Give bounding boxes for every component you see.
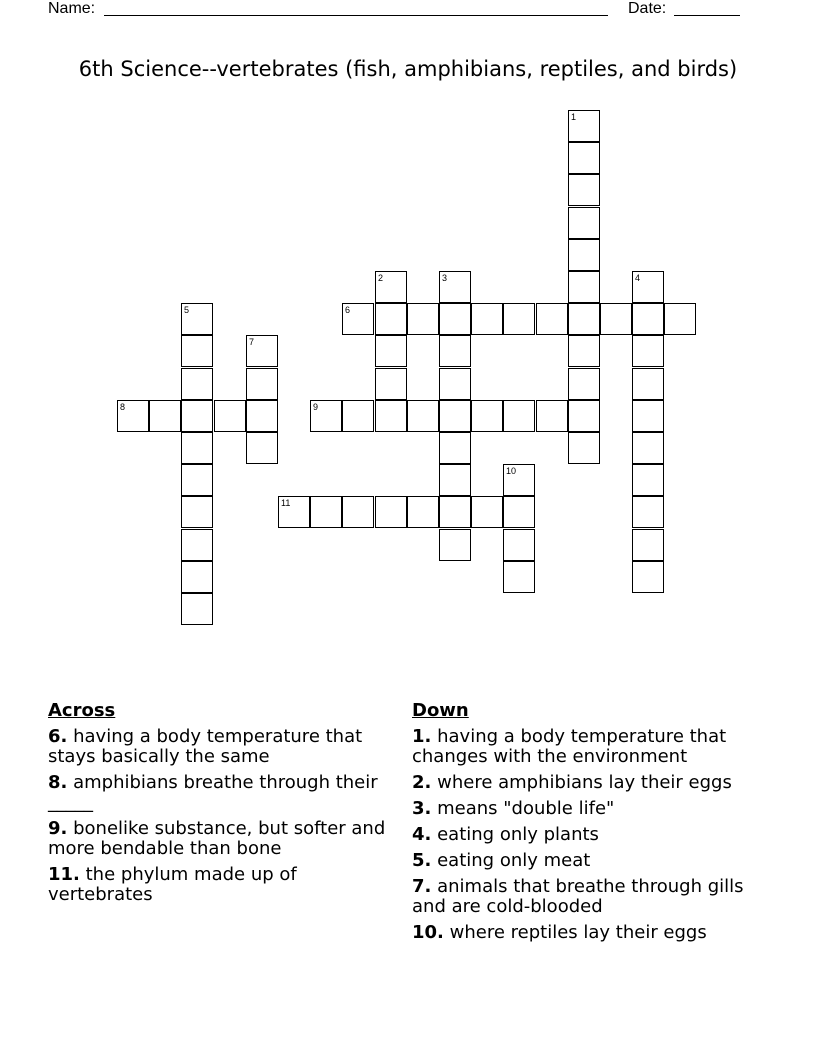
grid-cell[interactable] — [632, 303, 664, 335]
grid-cell[interactable] — [342, 400, 374, 432]
grid-cell[interactable] — [407, 303, 439, 335]
grid-cell[interactable] — [181, 368, 213, 400]
grid-cell[interactable] — [439, 432, 471, 464]
clue-number: 9. — [48, 818, 68, 839]
grid-cell[interactable] — [375, 271, 407, 303]
grid-cell[interactable] — [439, 335, 471, 367]
cell-number: 11 — [281, 498, 291, 508]
grid-cell[interactable] — [375, 335, 407, 367]
down-clue-3 — [412, 799, 752, 819]
cell-number: 4 — [635, 273, 641, 283]
clue-number: 7. — [412, 876, 432, 897]
clue-number: 5. — [412, 850, 432, 871]
clue-number: 4. — [412, 824, 432, 845]
clue-number: 3. — [412, 798, 432, 819]
grid-cell[interactable] — [375, 400, 407, 432]
grid-cell[interactable] — [439, 368, 471, 400]
grid-cell[interactable] — [439, 496, 471, 528]
across-clue-6 — [48, 727, 388, 767]
grid-cell[interactable] — [310, 400, 342, 432]
clue-text: animals that breathe through gills and are cold-blooded — [412, 876, 744, 917]
grid-cell[interactable] — [503, 464, 535, 496]
clue-text: where amphibians lay their eggs — [437, 772, 732, 793]
grid-cell[interactable] — [503, 496, 535, 528]
grid-cell[interactable] — [632, 335, 664, 367]
cell-number: 10 — [506, 466, 517, 476]
grid-cell[interactable] — [632, 400, 664, 432]
clue-text: amphibians breathe through their _____ — [48, 772, 378, 813]
cell-number: 6 — [345, 305, 351, 315]
across-clue-9 — [48, 819, 388, 859]
grid-cell[interactable] — [568, 400, 600, 432]
clue-number: 10. — [412, 922, 444, 943]
cell-number: 3 — [442, 273, 448, 283]
grid-cell[interactable] — [407, 400, 439, 432]
down-heading: Down — [412, 700, 469, 721]
grid-cell[interactable] — [439, 529, 471, 561]
page-title: 6th Science--vertebrates (fish, amphibians, reptiles, and birds) — [78, 57, 738, 81]
grid-cell[interactable] — [181, 432, 213, 464]
grid-cell[interactable] — [471, 400, 503, 432]
grid-cell[interactable] — [536, 400, 568, 432]
grid-cell[interactable] — [181, 400, 213, 432]
grid-cell[interactable] — [342, 496, 374, 528]
grid-cell[interactable] — [568, 368, 600, 400]
grid-cell[interactable] — [632, 496, 664, 528]
clue-text: having a body temperature that changes with the environment — [412, 726, 727, 767]
grid-cell[interactable] — [214, 400, 246, 432]
grid-cell[interactable] — [568, 207, 600, 239]
grid-cell[interactable] — [439, 303, 471, 335]
grid-cell[interactable] — [503, 561, 535, 593]
cell-number: 1 — [571, 112, 577, 122]
grid-cell[interactable] — [568, 142, 600, 174]
grid-cell[interactable] — [568, 110, 600, 142]
grid-cell[interactable] — [181, 561, 213, 593]
grid-cell[interactable] — [181, 496, 213, 528]
grid-cell[interactable] — [149, 400, 181, 432]
across-clues — [48, 701, 388, 911]
grid-cell[interactable] — [503, 303, 535, 335]
grid-cell[interactable] — [471, 303, 503, 335]
grid-cell[interactable] — [632, 529, 664, 561]
grid-cell[interactable] — [632, 368, 664, 400]
down-clue-2 — [412, 773, 752, 793]
grid-cell[interactable] — [375, 303, 407, 335]
grid-cell[interactable] — [568, 432, 600, 464]
clue-text: the phylum made up of vertebrates — [48, 864, 297, 905]
grid-cell[interactable] — [568, 303, 600, 335]
across-clue-11 — [48, 865, 388, 905]
clue-number: 8. — [48, 772, 68, 793]
grid-cell[interactable] — [439, 400, 471, 432]
grid-cell[interactable] — [568, 174, 600, 206]
across-clue-8 — [48, 773, 388, 813]
cell-number: 5 — [184, 305, 190, 315]
grid-cell[interactable] — [246, 432, 278, 464]
cell-number: 9 — [313, 402, 319, 412]
grid-cell[interactable] — [407, 496, 439, 528]
grid-cell[interactable] — [632, 464, 664, 496]
grid-cell[interactable] — [632, 561, 664, 593]
grid-cell[interactable] — [503, 529, 535, 561]
grid-cell[interactable] — [600, 303, 632, 335]
cell-number: 2 — [378, 273, 384, 283]
clue-text: bonelike substance, but softer and more bendable than bone — [48, 818, 386, 859]
grid-cell[interactable] — [181, 593, 213, 625]
grid-cell[interactable] — [246, 400, 278, 432]
grid-cell[interactable] — [536, 303, 568, 335]
cell-number: 7 — [249, 337, 255, 347]
grid-cell[interactable] — [439, 271, 471, 303]
grid-cell[interactable] — [503, 400, 535, 432]
grid-cell[interactable] — [181, 529, 213, 561]
clue-text: eating only meat — [437, 850, 591, 871]
down-clue-4 — [412, 825, 752, 845]
grid-cell[interactable] — [375, 496, 407, 528]
down-clue-7 — [412, 877, 752, 917]
clue-text: means "double life" — [437, 798, 615, 819]
grid-cell[interactable] — [439, 464, 471, 496]
grid-cell[interactable] — [632, 432, 664, 464]
grid-cell[interactable] — [181, 464, 213, 496]
grid-cell[interactable] — [117, 400, 149, 432]
grid-cell[interactable] — [568, 239, 600, 271]
name-label: Name: — [48, 0, 96, 17]
down-clue-10 — [412, 923, 752, 943]
clue-number: 2. — [412, 772, 432, 793]
grid-cell[interactable] — [181, 335, 213, 367]
grid-cell[interactable] — [181, 303, 213, 335]
grid-cell[interactable] — [568, 335, 600, 367]
grid-cell[interactable] — [471, 496, 503, 528]
clue-text: having a body temperature that stays basically the same — [48, 726, 363, 767]
clue-text: eating only plants — [437, 824, 599, 845]
grid-cell[interactable] — [246, 368, 278, 400]
grid-cell[interactable] — [664, 303, 696, 335]
grid-cell[interactable] — [632, 271, 664, 303]
clue-text: where reptiles lay their eggs — [449, 922, 707, 943]
down-clue-5 — [412, 851, 752, 871]
down-clues — [412, 701, 752, 949]
across-heading: Across — [48, 700, 116, 721]
clue-number: 1. — [412, 726, 432, 747]
clue-number: 6. — [48, 726, 68, 747]
grid-cell[interactable] — [375, 368, 407, 400]
grid-cell[interactable] — [568, 271, 600, 303]
grid-cell[interactable] — [278, 496, 310, 528]
grid-cell[interactable] — [310, 496, 342, 528]
grid-cell[interactable] — [246, 335, 278, 367]
date-label: Date: — [628, 0, 667, 17]
cell-number: 8 — [120, 402, 126, 412]
down-clue-1 — [412, 727, 752, 767]
clue-number: 11. — [48, 864, 80, 885]
grid-cell[interactable] — [342, 303, 374, 335]
